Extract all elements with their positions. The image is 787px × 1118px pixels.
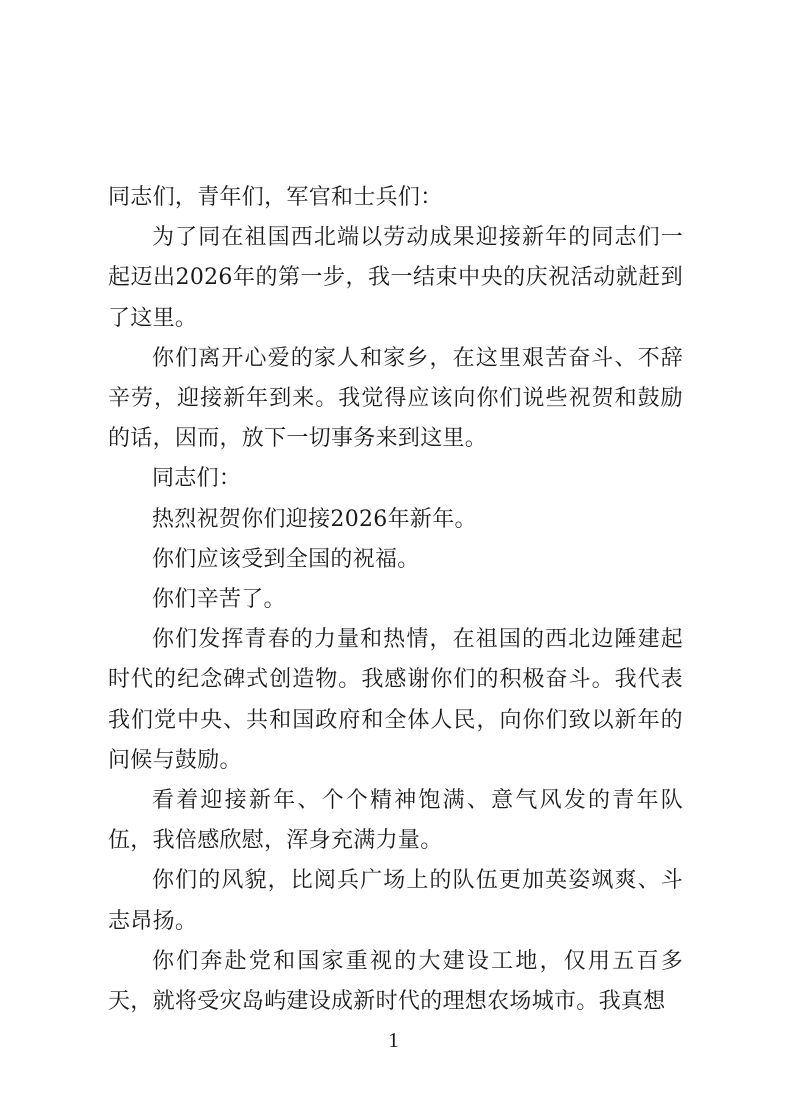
paragraph: 你们发挥青春的力量和热情，在祖国的西北边陲建起时代的纪念碑式创造物。我感谢你们的积极奋斗。我代表我们党中央、共和国政府和全体人民，向你们致以新年的问候与鼓励。 <box>108 627 683 773</box>
paragraph: 你们奔赴党和国家重视的大建设工地，仅用五百多天，就将受灾岛屿建设成新时代的理想农场城市。我真想 <box>108 948 683 1015</box>
salutation-line: 同志们，青年们，军官和士兵们： <box>108 185 443 210</box>
page-number: 1 <box>388 1028 399 1052</box>
paragraph: 你们应该受到全国的祝福。 <box>152 546 420 572</box>
paragraph: 看着迎接新年、个个精神饱满、意气风发的青年队伍，我倍感欣慰，浑身充满力量。 <box>108 788 683 854</box>
document-body <box>108 178 683 1022</box>
paragraph: 你们的风貌，比阅兵广场上的队伍更加英姿飒爽、斗志昂扬。 <box>108 868 683 934</box>
paragraph: 你们辛苦了。 <box>152 587 286 613</box>
paragraph: 同志们： <box>152 466 242 492</box>
paragraph: 为了同在祖国西北端以劳动成果迎接新年的同志们一起迈出2026年的第一步，我一结束中央的庆祝活动就赶到了这里。 <box>108 225 683 331</box>
paragraph: 热烈祝贺你们迎接2026年新年。 <box>152 506 477 532</box>
paragraph: 你们离开心爱的家人和家乡，在这里艰苦奋斗、不辞辛劳，迎接新年到来。我觉得应该向你们说些祝贺和鼓励的话，因而，放下一切事务来到这里。 <box>108 345 683 452</box>
